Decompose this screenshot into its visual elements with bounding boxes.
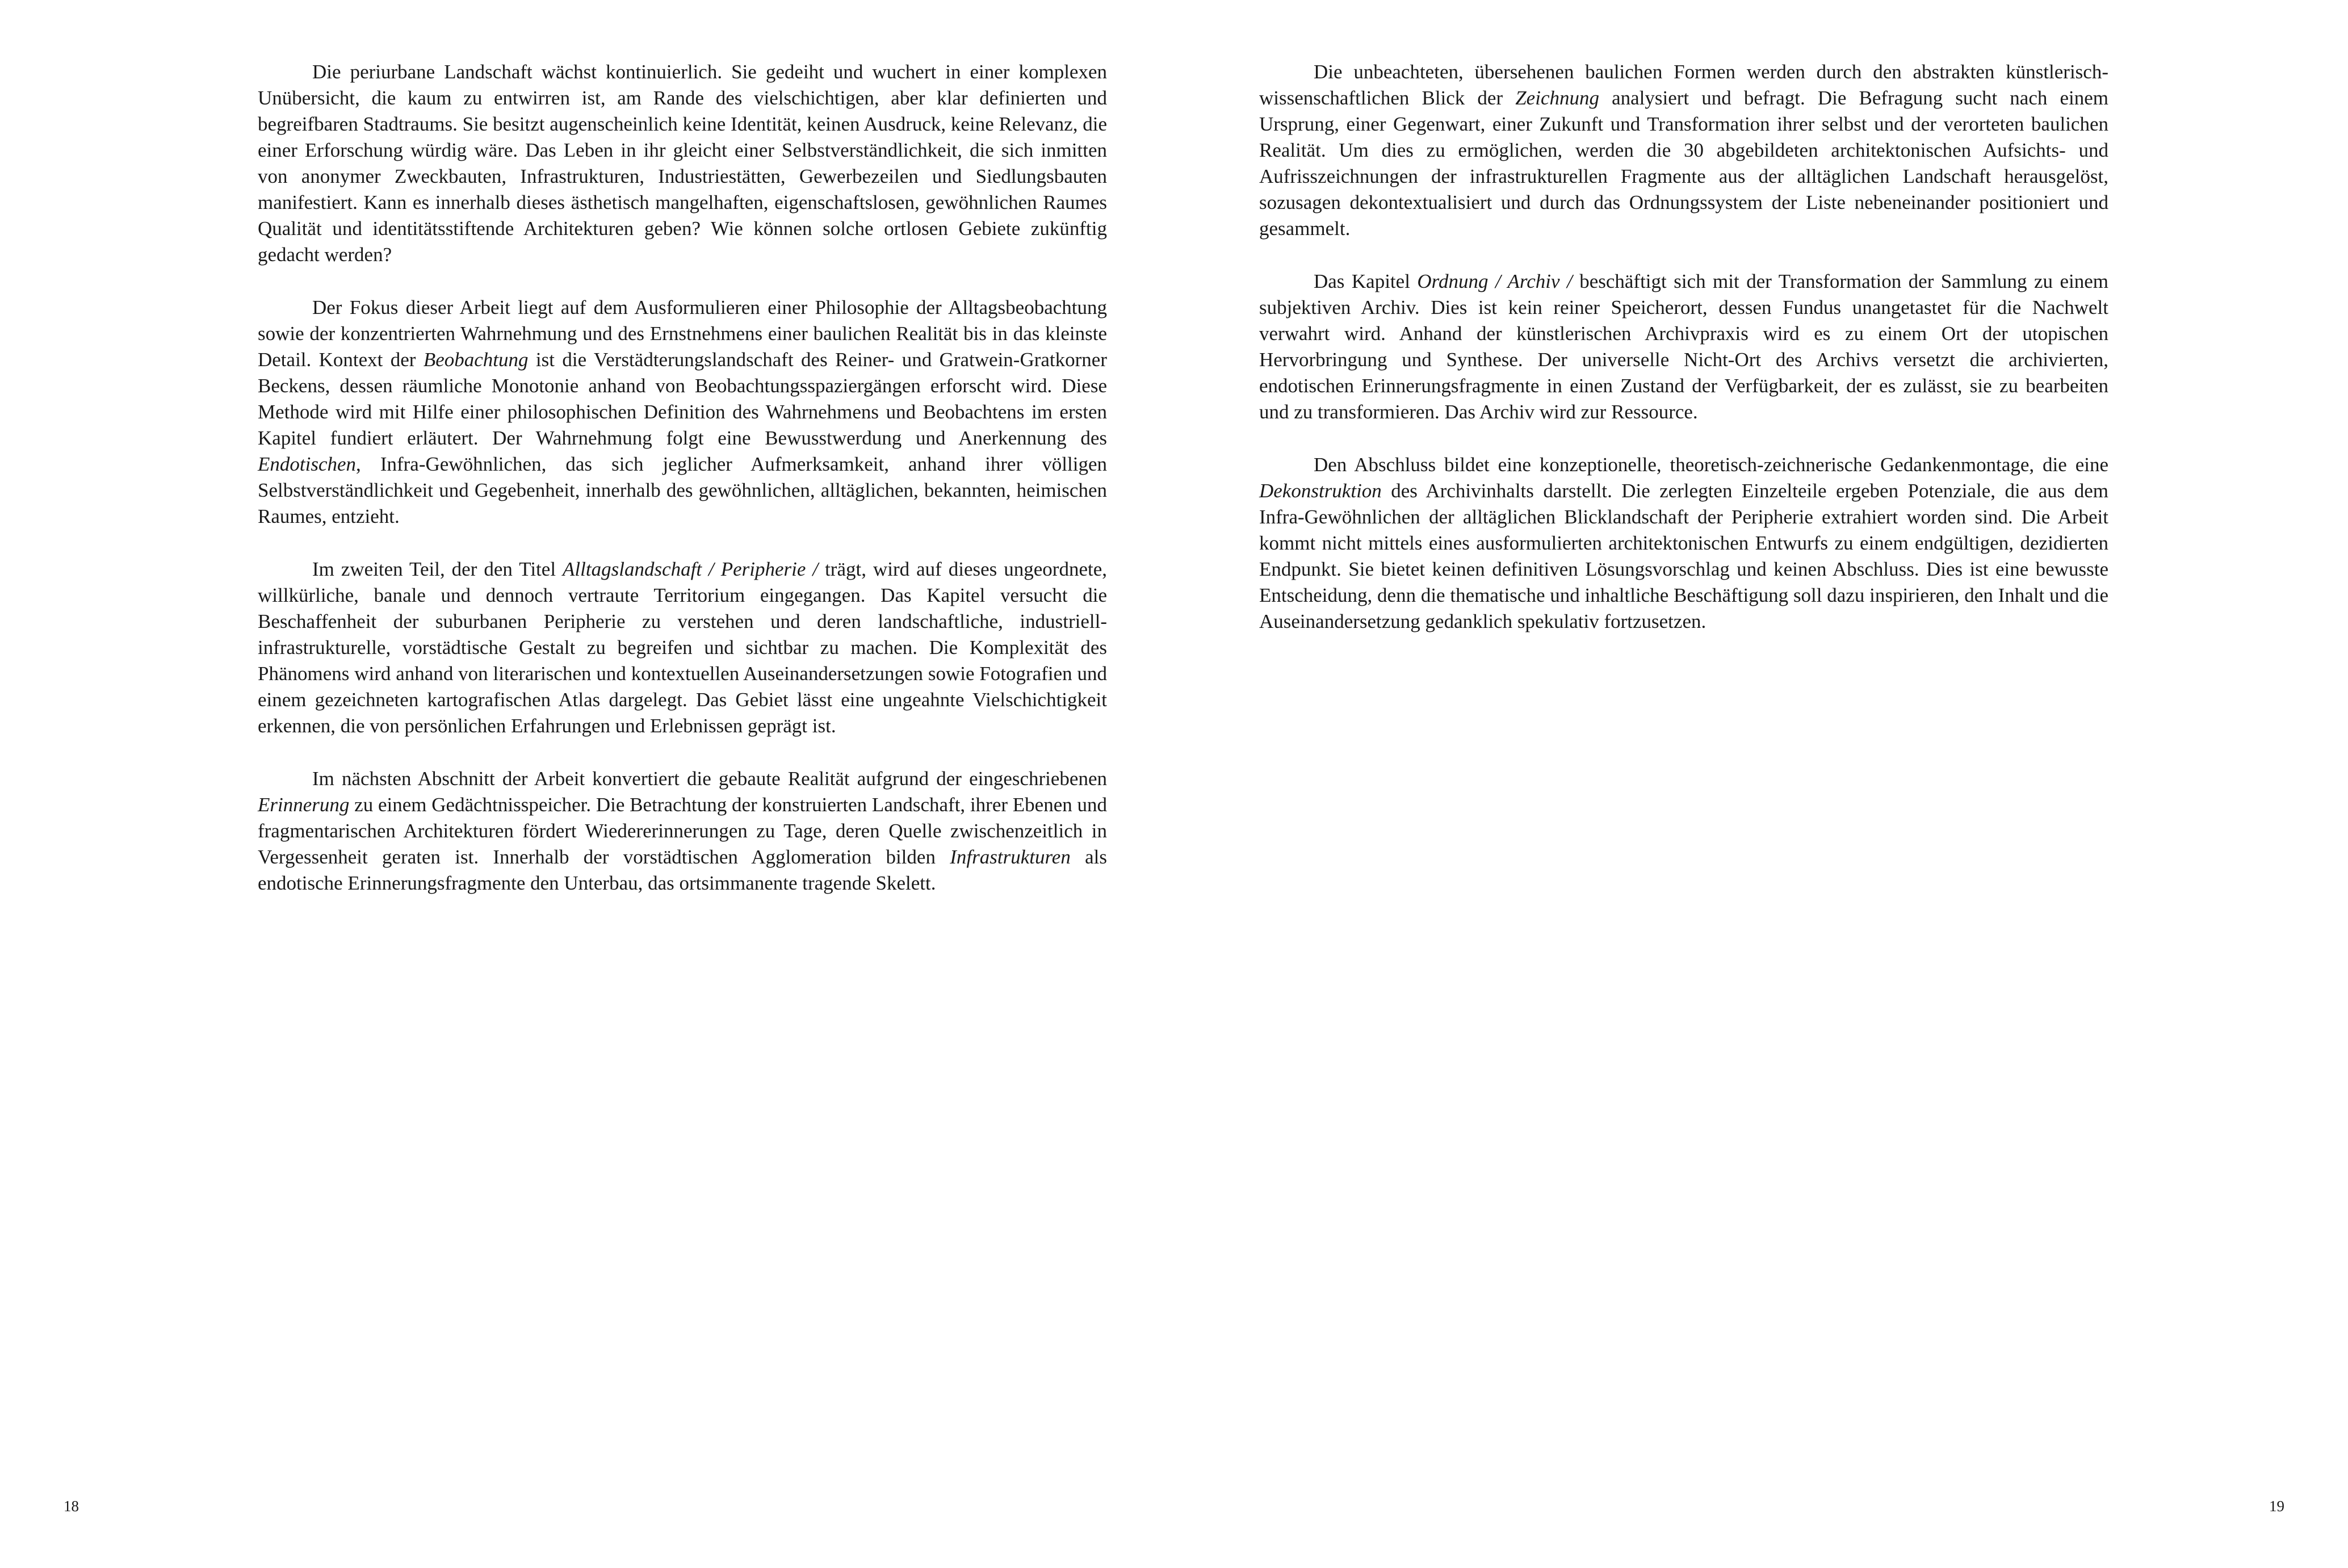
right-paragraph-3 — [1259, 452, 2108, 635]
text-segment: ist die Verstädterungslandschaft des Reiner- und Gratwein-Gratkorner Beckens, dessen räumliche Monotonie anhand von Beobachtungsspaziergängen erforscht wird. Diese Methode wird mit Hilfe einer philosophischen Definition des Wahrnehmens und Beobachtens im ersten Kapitel fundiert erläutert. Der Wahrnehmung folgt eine Bewusstwerdung und Anerkennung des — [258, 349, 1107, 449]
left-paragraph-4 — [258, 766, 1107, 896]
text-segment: Den Abschluss bildet eine konzeptionelle, theoretisch-zeichnerische Gedankenmontage, die eine — [1314, 454, 2108, 476]
left-paragraph-3 — [258, 556, 1107, 739]
left-paragraph-2 — [258, 295, 1107, 530]
text-segment: Im nächsten Abschnitt der Arbeit konvertiert die gebaute Realität aufgrund der eingeschriebenen — [312, 768, 1107, 790]
italic-term-zeichnung: Zeichnung — [1515, 87, 1599, 109]
text-segment: Die periurbane Landschaft wächst kontinuierlich. Sie gedeiht und wuchert in einer komplexen Unübersicht, die kaum zu entwirren ist, am Rande des vielschichtigen, aber klar definierten und begreifbaren Stadtraums. Sie besitzt augenscheinlich keine Identität, keinen Ausdruck, keine Relevanz, die einer Erforschung würdig wäre. Das Leben in ihr gleicht einer Selbstverständlichkeit, die sich inmitten von anonymer Zweckbauten, Infrastrukturen, Industriestätten, Gewerbezeilen und Siedlungsbauten manifestiert. Kann es innerhalb dieses ästhetisch mangelhaften, eigenschaftslosen, gewöhnlichen Raumes Qualität und identitätsstiftende Architekturen geben? Wie können solche ortlosen Gebiete zukünftig gedacht werden? — [258, 61, 1107, 266]
right-page-number: 19 — [2269, 1498, 2284, 1515]
italic-term-erinnerung: Erinnerung — [258, 794, 350, 816]
italic-title-ordnung-archiv: Ordnung / Archiv / — [1417, 270, 1573, 292]
text-segment: beschäftigt sich mit der Transformation der Sammlung zu einem subjektiven Archiv. Dies ist kein reiner Speicherort, dessen Fundus unangetastet für die Nachwelt verwahrt wird. Anhand der künstlerischen Archivpraxis wird es zu einem Ort der utopischen Hervorbringung und Synthese. Der universelle Nicht-Ort des Archivs versetzt die archivierten, endotischen Erinnerungsfragmente in einen Zustand der Verfügbarkeit, der es zulässt, sie zu bearbeiten und zu transformieren. Das Archiv wird zur Ressource. — [1259, 270, 2108, 423]
right-text-column — [1259, 59, 2108, 661]
right-paragraph-2 — [1259, 269, 2108, 425]
italic-term-infrastrukturen: Infrastrukturen — [950, 846, 1071, 868]
text-segment: Die unbeachteten, übersehenen baulichen Formen werden durch den abstrakten künstlerisch-wissenschaftlichen Blick der — [1259, 61, 2108, 109]
text-segment: Der Fokus dieser Arbeit liegt auf dem Ausformulieren einer Philosophie der Alltagsbeobachtung sowie der konzentrierten Wahrnehmung und des Ernstnehmens einer baulichen Realität bis in das kleinste Detail. Kontext der — [258, 296, 1107, 371]
text-segment: trägt, wird auf dieses ungeordnete, willkürliche, banale und dennoch vertraute Territorium eingegangen. Das Kapitel versucht die Beschaffenheit der suburbanen Peripherie zu verstehen und deren landschaftliche, industriell-infrastrukturelle, vorstädtische Gestalt zu begreifen und sichtbar zu machen. Die Komplexität des Phänomens wird anhand von literarischen und kontextuellen Auseinandersetzungen sowie Fotografien und einem gezeichneten kartografischen Atlas dargelegt. Das Gebiet lässt eine ungeahnte Vielschichtigkeit erkennen, die von persönlichen Erfahrungen und Erlebnissen geprägt ist. — [258, 558, 1107, 737]
right-page — [1174, 0, 2348, 1568]
text-segment: Im zweiten Teil, der den Titel — [312, 558, 563, 580]
left-text-column — [258, 59, 1107, 923]
left-paragraph-1 — [258, 59, 1107, 268]
text-segment: zu einem Gedächtnisspeicher. Die Betrachtung der konstruierten Landschaft, ihrer Ebenen und fragmentarischen Architekturen fördert Wiedererinnerungen zu Tage, deren Quelle zwischenzeitlich in Vergessenheit geraten ist. Innerhalb der vorstädtischen Agglomeration bilden — [258, 794, 1107, 868]
text-segment: des Archivinhalts darstellt. Die zerlegten Einzelteile ergeben Potenziale, die aus dem Infra-Gewöhnlichen der alltäglichen Blicklandschaft der Peripherie extrahiert worden sind. Die Arbeit kommt nicht mittels eines ausformulierten architektonischen Entwurfs zu einem endgültigen, dezidierten Endpunkt. Sie bietet keinen definitiven Lösungsvorschlag und keinen Abschluss. Dies ist eine bewusste Entscheidung, denn die thematische und inhaltliche Beschäftigung soll dazu inspirieren, den Inhalt und die Auseinandersetzung gedanklich spekulativ fortzusetzen. — [1259, 480, 2108, 632]
text-segment: analysiert und befragt. Die Befragung sucht nach einem Ursprung, einer Gegenwart, einer Zukunft und Transformation ihrer selbst und der verorteten baulichen Realität. Um dies zu ermöglichen, werden die 30 abgebildeten architektonischen Aufsichts- und Aufrisszeichnungen der infrastrukturellen Fragmente aus der alltäglichen Landschaft herausgelöst, sozusagen dekontextualisiert und durch das Ordnungssystem der Liste nebeneinander positioniert und gesammelt. — [1259, 87, 2108, 240]
left-page-number: 18 — [64, 1498, 79, 1515]
italic-term-dekonstruktion: Dekonstruktion — [1259, 480, 1382, 502]
text-segment: als endotische Erinnerungsfragmente den Unterbau, das ortsimmanente tragende Skelett. — [258, 846, 1107, 894]
italic-title-alltagslandschaft: Alltagslandschaft / Peripherie / — [563, 558, 819, 580]
italic-term-beobachtung: Beobachtung — [423, 349, 529, 371]
italic-term-endotischen: Endotischen — [258, 453, 357, 475]
text-segment: Das Kapitel — [1314, 270, 1418, 292]
text-segment: , Infra-Gewöhnlichen, das sich jeglicher Aufmerksamkeit, anhand ihrer völligen Selbstverständlichkeit und Gegebenheit, innerhalb des gewöhnlichen, alltäglichen, bekannten, heimischen Raumes, entzieht. — [258, 453, 1107, 527]
right-paragraph-1 — [1259, 59, 2108, 242]
